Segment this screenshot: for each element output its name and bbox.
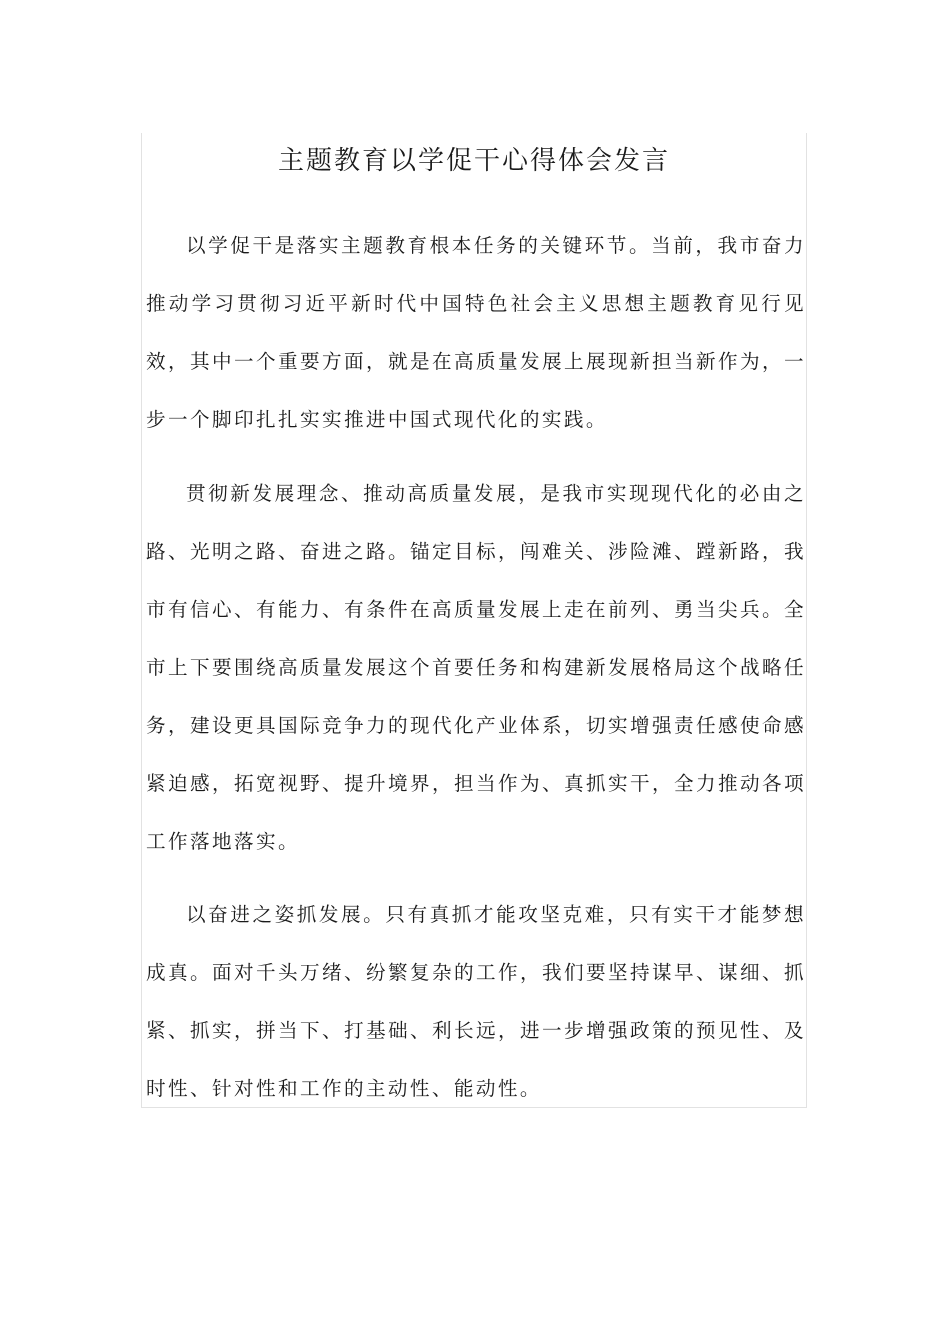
document-title: 主题教育以学促干心得体会发言 xyxy=(277,146,670,176)
paragraph-1: 以学促干是落实主题教育根本任务的关键环节。当前，我市奋力推动学习贯彻习近平新时代中国特色社会主义思想主题教育见行见效，其中一个重要方面，就是在高质量发展上展现新担当新作为，一步一个脚印扎扎实实推进中国式现代化的实践。 xyxy=(146,234,806,431)
paragraph-2: 贯彻新发展理念、推动高质量发展，是我市实现现代化的必由之路、光明之路、奋进之路。锚定目标，闯难关、涉险滩、蹚新路，我市有信心、有能力、有条件在高质量发展上走在前列、勇当尖兵。全市上下要围绕高质量发展这个首要任务和构建新发展格局这个战略任务，建设更具国际竞争力的现代化产业体系，切实增强责任感使命感紧迫感，拓宽视野、提升境界，担当作为、真抓实干，全力推动各项工作落地落实。 xyxy=(146,482,806,853)
paragraph-3: 以奋进之姿抓发展。只有真抓才能攻坚克难，只有实干才能梦想成真。面对千头万绪、纷繁复杂的工作，我们要坚持谋早、谋细、抓紧、抓实，拼当下、打基础、利长远，进一步增强政策的预见性、及时性、针对性和工作的主动性、能动性。 xyxy=(146,903,806,1100)
